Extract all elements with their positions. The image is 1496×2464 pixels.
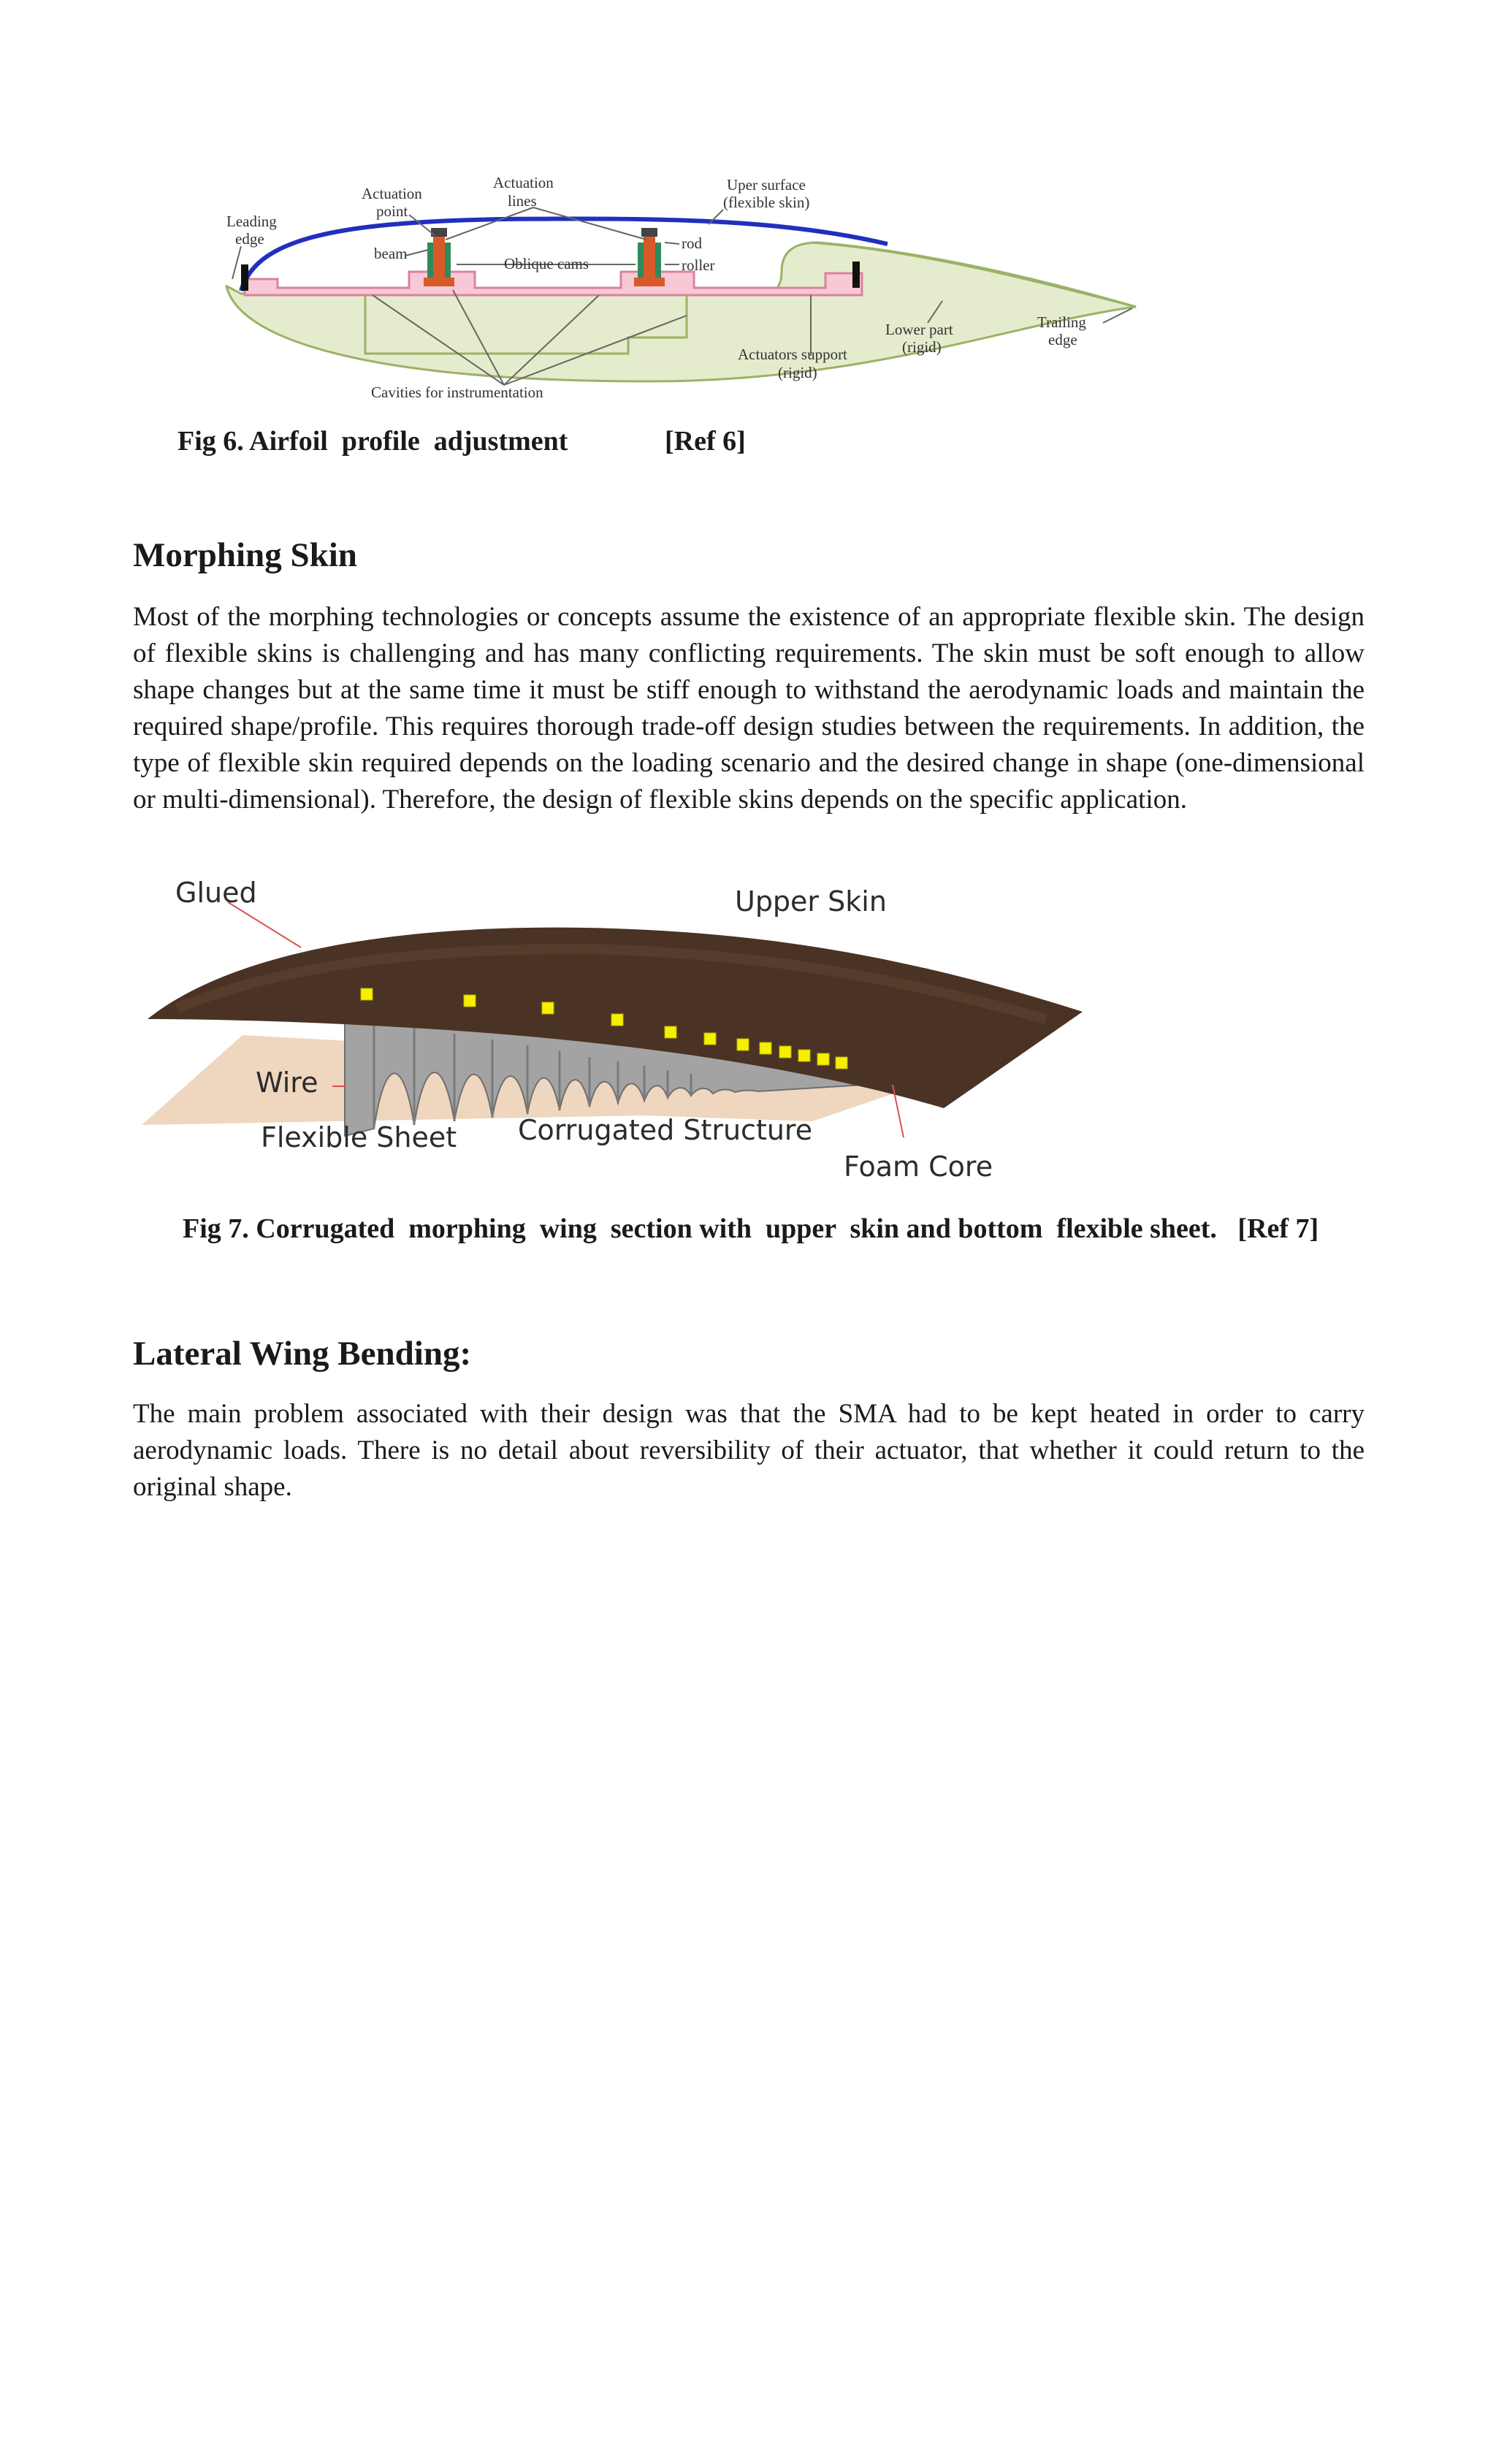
label-actuators-support-1: Actuators support: [738, 346, 847, 363]
corrugated-wing-figure: [133, 873, 1126, 1194]
morphing-skin-paragraph: Most of the morphing technologies or concepts assume the existence of an appropriate flexible skin. The design of flexible skins is challenging and has many conflicting requirements. The skin must be soft enough to allow shape changes but at the same time it must be stiff enough to withstand the aerodynamic loads and maintain the required shape/profile. This requires thorough trade-off design studies between the requirements. In addition, the type of flexible skin required depends on the loading scenario and the desired change in shape (one-dimensional or multi-dimensional). Therefore, the design of flexible skins depends on the specific application.: [133, 602, 1365, 815]
label-foam-core: Foam Core: [844, 1151, 993, 1183]
label-actuation-lines-2: lines: [508, 192, 537, 210]
trailing-post: [852, 262, 860, 288]
label-actuation-point-2: point: [376, 202, 408, 220]
label-lower-part-1: Lower part: [885, 321, 953, 338]
airfoil-profile-figure: [212, 169, 1147, 411]
label-roller: roller: [682, 256, 715, 274]
corrugated-wing-illustration: [133, 873, 1126, 1194]
label-actuation-lines-1: Actuation: [493, 174, 554, 191]
label-upper-surface-1: Uper surface: [727, 176, 806, 194]
lateral-wing-bending-paragraph: The main problem associated with their design was that the SMA had to be kept heated in order to carry aerodynamic loads. There is no detail about reversibility of their actuator, that whether it could return to the original shape.: [133, 1399, 1365, 1502]
label-oblique-cams: Oblique cams: [504, 255, 589, 272]
label-lower-part-2: (rigid): [902, 338, 942, 356]
actuator-left: [424, 228, 454, 286]
label-corrugated-structure: Corrugated Structure: [518, 1114, 813, 1146]
section-heading-lateral-wing-bending: Lateral Wing Bending:: [133, 1335, 472, 1373]
label-upper-surface-2: (flexible skin): [723, 194, 810, 211]
label-wire: Wire: [256, 1067, 318, 1099]
actuators-support: [245, 272, 862, 295]
figure6-reference: [Ref 6]: [665, 426, 746, 457]
label-glued: Glued: [175, 877, 257, 909]
label-beam: beam: [374, 245, 408, 262]
label-leading-edge-1: Leading: [226, 213, 277, 230]
label-leading-edge-2: edge: [235, 230, 264, 248]
figure6-caption: Fig 6. Airfoil profile adjustment: [178, 426, 568, 457]
label-rod: rod: [682, 234, 702, 252]
label-trailing-edge-1: Trailing: [1037, 313, 1086, 331]
label-flexible-sheet: Flexible Sheet: [261, 1121, 457, 1153]
section-heading-morphing-skin: Morphing Skin: [133, 536, 357, 574]
label-actuators-support-2: (rigid): [778, 364, 817, 381]
label-trailing-edge-2: edge: [1048, 331, 1077, 348]
airfoil-diagram: [212, 169, 1147, 411]
label-upper-skin: Upper Skin: [735, 885, 887, 918]
figure7-caption: Fig 7. Corrugated morphing wing section with upper skin and bottom flexible sheet. [Ref 7]: [183, 1213, 1319, 1244]
label-actuation-point-1: Actuation: [362, 185, 422, 202]
label-cavities: Cavities for instrumentation: [371, 384, 543, 401]
leading-post: [241, 264, 248, 291]
